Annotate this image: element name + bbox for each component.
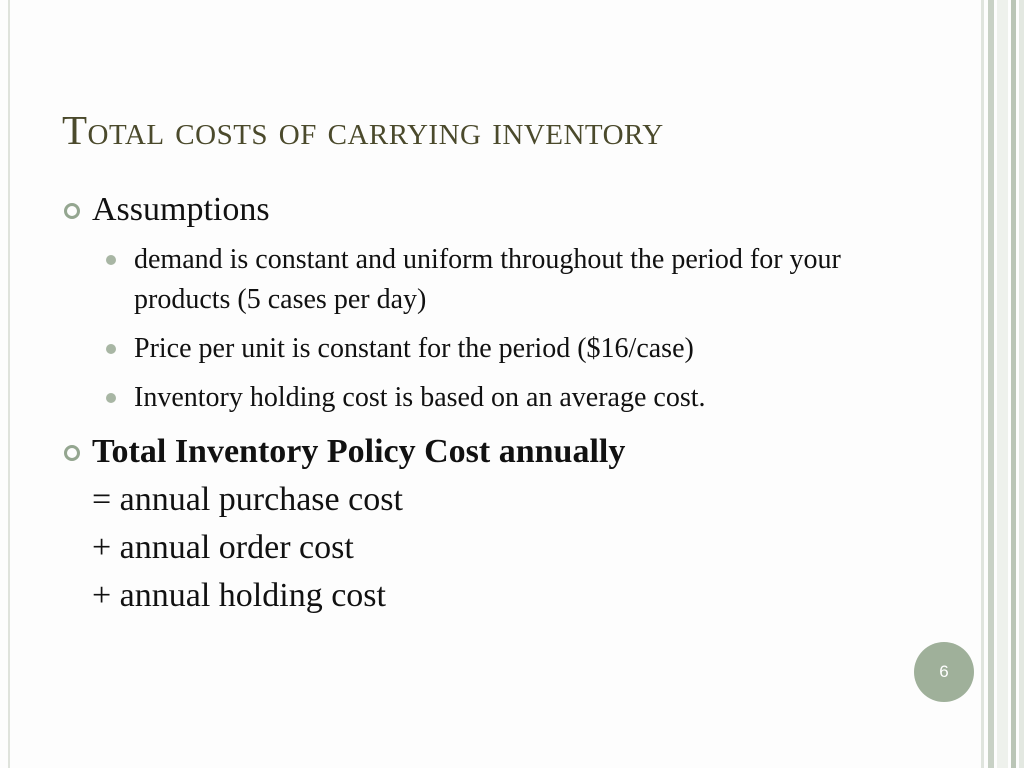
bullet-heading: Total Inventory Policy Cost annually: [92, 433, 626, 470]
formula-line: + annual order cost: [92, 529, 354, 566]
bullet-assumptions: [62, 186, 882, 234]
right-decorative-stripes: [976, 0, 1024, 768]
page-number-badge: [914, 642, 974, 702]
ring-bullet-icon: [64, 203, 80, 219]
assumptions-sub-list: [62, 240, 882, 418]
page-number: 6: [939, 662, 949, 681]
formula-line: = annual purchase cost: [92, 481, 403, 518]
sub-bullet-text: Price per unit is constant for the period ($16/case): [134, 333, 694, 364]
dot-bullet-icon: [106, 344, 116, 354]
sub-bullet-item: [62, 240, 882, 320]
sub-bullet-text: demand is constant and uniform throughout the period for your products (5 cases per day): [134, 244, 841, 315]
slide-title: Total costs of carrying inventory: [62, 107, 664, 153]
sub-bullet-text: Inventory holding cost is based on an average cost.: [134, 382, 706, 413]
bullet-total-policy-cost: [62, 428, 882, 620]
sub-bullet-item: [62, 329, 882, 369]
left-border-line: [8, 0, 10, 768]
bullet-text: Assumptions: [92, 191, 270, 228]
formula-line: + annual holding cost: [92, 577, 386, 614]
slide-body: [62, 186, 882, 620]
ring-bullet-icon: [64, 445, 80, 461]
dot-bullet-icon: [106, 255, 116, 265]
sub-bullet-item: [62, 378, 882, 418]
dot-bullet-icon: [106, 393, 116, 403]
